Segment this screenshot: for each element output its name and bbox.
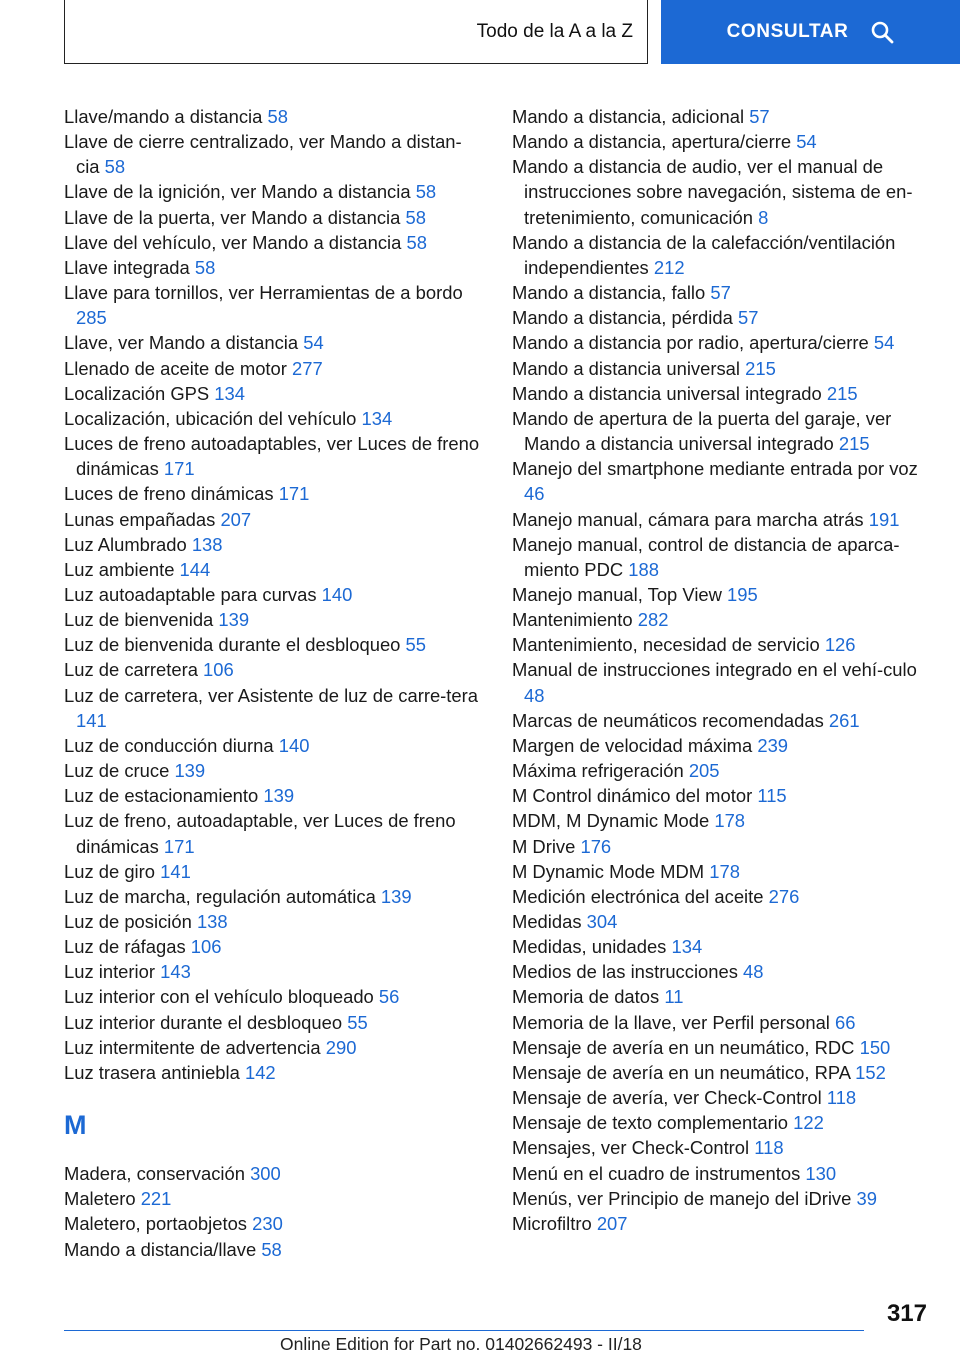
page-link[interactable]: 139 [218, 609, 250, 631]
entry-text: Mando a distancia por radio, apertura/cierre [512, 332, 869, 354]
index-entry [512, 154, 932, 229]
index-entry [64, 557, 484, 582]
entry-list-m-continued [512, 104, 932, 1236]
index-entry [64, 959, 484, 984]
page-link[interactable]: 207 [220, 508, 252, 530]
index-column-right [512, 104, 932, 1236]
entry-text: Mensaje de texto complementario [512, 1112, 789, 1134]
entry-text: Luz de bienvenida durante el desbloqueo [64, 634, 401, 656]
footer-divider [64, 1330, 864, 1331]
index-entry [512, 356, 932, 381]
entry-text: Luz de estacionamiento [64, 785, 259, 807]
page-link[interactable]: 134 [361, 407, 393, 429]
index-entry [64, 507, 484, 532]
index-tab[interactable] [64, 0, 648, 64]
page-link[interactable]: 58 [406, 231, 427, 253]
entry-text: Localización, ubicación del vehículo [64, 407, 357, 429]
page-link[interactable]: 58 [267, 106, 288, 127]
index-entry [512, 1110, 932, 1135]
page-link[interactable]: 285 [76, 307, 107, 329]
entry-text: Llave/mando a distancia [64, 106, 263, 127]
index-entry [64, 129, 484, 179]
entry-text: Llave, ver Mando a distancia [64, 332, 299, 354]
index-entry [512, 783, 932, 808]
entry-text: Luces de freno dinámicas [64, 483, 274, 505]
entry-text: Medición electrónica del aceite [512, 885, 764, 907]
index-entry [512, 1211, 932, 1236]
page-link[interactable]: 57 [710, 282, 731, 304]
entry-text: Maletero [64, 1188, 136, 1210]
page-link[interactable]: 138 [191, 533, 223, 555]
index-entry [512, 406, 932, 456]
index-entry [512, 104, 932, 129]
index-entry [64, 884, 484, 909]
index-entry [64, 179, 484, 204]
entry-text: Luz de ráfagas [64, 936, 186, 958]
page-link[interactable]: 215 [826, 382, 858, 404]
page-link[interactable]: 304 [586, 911, 618, 932]
page-link[interactable]: 106 [203, 659, 234, 681]
entry-text: Manejo manual, Top View [512, 583, 722, 605]
index-entry [64, 909, 484, 934]
entry-text: Mensaje de avería en un neumático, RDC [512, 1036, 855, 1058]
page-link[interactable]: 141 [76, 709, 107, 731]
index-entry [512, 381, 932, 406]
page-link[interactable]: 139 [174, 760, 206, 782]
page-link[interactable]: 58 [261, 1238, 282, 1260]
page-link[interactable]: 142 [244, 1061, 276, 1083]
index-entry [512, 280, 932, 305]
page-link[interactable]: 152 [855, 1061, 886, 1083]
page-link[interactable]: 57 [749, 106, 770, 127]
page-link[interactable]: 134 [671, 936, 703, 958]
consult-label: CONSULTAR [726, 21, 849, 42]
index-entry [512, 909, 932, 934]
page-link[interactable]: 178 [714, 810, 746, 832]
entry-text: Mando a distancia universal integrado [512, 382, 822, 404]
index-entry [64, 607, 484, 632]
index-entry [512, 959, 932, 984]
entry-text: Memoria de la llave, ver Perfil personal [512, 1011, 830, 1033]
entry-text: Luz de carretera [64, 659, 198, 681]
entry-text: Llave integrada [64, 256, 190, 278]
entry-text: MDM, M Dynamic Mode [512, 810, 710, 832]
index-entry [64, 1010, 484, 1035]
page-link[interactable]: 207 [596, 1212, 628, 1234]
index-entry [512, 1060, 932, 1085]
page-link[interactable]: 55 [405, 634, 427, 656]
entry-text: Luz de conducción diurna [64, 734, 274, 756]
page-link[interactable]: 122 [793, 1112, 824, 1134]
index-entry [64, 1035, 484, 1060]
index-entry [64, 1161, 484, 1186]
index-entry [512, 607, 932, 632]
index-entry [64, 431, 484, 481]
entry-text: Mando de apertura de la puerta del garaje, ver Mando a distancia universal integrado [512, 407, 892, 455]
index-entry [64, 280, 484, 330]
index-entry [512, 1161, 932, 1186]
page-link[interactable]: 56 [378, 986, 400, 1008]
index-entry [64, 859, 484, 884]
page-link[interactable]: 48 [524, 684, 545, 706]
page-link[interactable]: 205 [688, 760, 720, 782]
entry-text: Mando a distancia, pérdida [512, 307, 733, 329]
entry-text: Llave del vehículo, ver Mando a distancia [64, 231, 402, 253]
page-link[interactable]: 276 [768, 885, 800, 907]
entry-text: M Control dinámico del motor [512, 785, 753, 807]
index-entry [512, 456, 932, 506]
index-entry [64, 657, 484, 682]
entry-text: Mensaje de avería en un neumático, RPA [512, 1061, 851, 1083]
page-link[interactable]: 46 [524, 483, 545, 505]
index-entry [512, 657, 932, 707]
entry-text: Maletero, portaobjetos [64, 1213, 247, 1235]
index-entry [64, 1186, 484, 1211]
page-link[interactable]: 195 [727, 583, 758, 605]
page-link[interactable]: 188 [628, 558, 659, 580]
index-entry [512, 859, 932, 884]
page-link[interactable]: 134 [214, 382, 245, 404]
entry-text: Menús, ver Principio de manejo del iDrive [512, 1187, 852, 1209]
page-link[interactable]: 171 [163, 835, 195, 857]
page-link[interactable]: 39 [856, 1187, 877, 1209]
index-entry [512, 1085, 932, 1110]
index-entry [64, 481, 484, 506]
page-link[interactable]: 277 [292, 357, 323, 379]
entry-text: Lunas empañadas [64, 508, 216, 530]
page-link[interactable]: 191 [868, 508, 900, 530]
index-entry [512, 305, 932, 330]
entry-text: Llave de la puerta, ver Mando a distancia [64, 206, 401, 228]
page-link[interactable]: 282 [637, 609, 669, 631]
page-link[interactable]: 54 [796, 131, 817, 153]
entry-text: M Dynamic Mode MDM [512, 860, 705, 882]
index-entry [64, 733, 484, 758]
page-link[interactable]: 140 [321, 583, 353, 605]
page-link[interactable]: 118 [754, 1137, 784, 1159]
page-link[interactable]: 215 [745, 357, 776, 379]
index-entry [512, 1186, 932, 1211]
entry-text: Llenado de aceite de motor [64, 357, 287, 379]
page-link[interactable]: 58 [405, 206, 426, 228]
index-entry [512, 758, 932, 783]
entry-text: Mensaje de avería, ver Check-Control [512, 1087, 822, 1109]
page-link[interactable]: 176 [580, 835, 612, 857]
page-link[interactable]: 215 [838, 433, 870, 455]
page-link[interactable]: 48 [743, 961, 764, 983]
entry-text: Mando a distancia, fallo [512, 282, 706, 304]
entry-text: Microfiltro [512, 1212, 592, 1234]
page-link[interactable]: 221 [140, 1188, 172, 1210]
entry-text: Medios de las instrucciones [512, 961, 738, 983]
entry-text: Luz de giro [64, 860, 155, 882]
index-entry [64, 1237, 484, 1262]
entry-text: Memoria de datos [512, 986, 660, 1008]
index-entry [512, 834, 932, 859]
entry-list-l [64, 104, 484, 1085]
entry-text: Máxima refrigeración [512, 760, 684, 782]
index-entry [512, 708, 932, 733]
entry-text: Luz de bienvenida [64, 609, 214, 631]
entry-text: Mando a distancia, apertura/cierre [512, 131, 792, 153]
page-link[interactable]: 171 [278, 483, 310, 505]
index-tab-label: Todo de la A a la Z [476, 20, 633, 42]
page-link[interactable]: 171 [163, 458, 195, 480]
page-link[interactable]: 106 [190, 936, 222, 958]
index-entry [512, 129, 932, 154]
entry-text: Luz Alumbrado [64, 533, 187, 555]
page-link[interactable]: 66 [835, 1011, 856, 1033]
entry-text: Llave de la ignición, ver Mando a distancia [64, 181, 411, 203]
index-entry [64, 1060, 484, 1085]
index-entry [512, 532, 932, 582]
index-entry [512, 632, 932, 657]
entry-text: Luz intermitente de advertencia [64, 1036, 321, 1058]
page-number: 317 [886, 1300, 927, 1327]
entry-text: Manejo manual, control de distancia de aparca‐miento PDC [512, 533, 900, 580]
page-link[interactable]: 139 [380, 885, 412, 907]
index-entry [512, 1035, 932, 1060]
consult-button[interactable] [661, 0, 960, 64]
entry-text: Menú en el cuadro de instrumentos [512, 1162, 801, 1184]
entry-text: Luz de freno, autoadaptable, ver Luces de freno dinámicas [64, 810, 456, 857]
edition-text: Online Edition for Part no. 01402662493 - II/18 [280, 1334, 642, 1354]
entry-text: Luz interior [64, 961, 155, 983]
page-link[interactable]: 58 [415, 181, 437, 203]
page-link[interactable]: 138 [196, 911, 228, 932]
page-link[interactable]: 212 [653, 256, 685, 278]
entry-text: Marcas de neumáticos recomendadas [512, 709, 824, 731]
index-entry [64, 381, 484, 406]
index-entry [64, 205, 484, 230]
index-entry [512, 582, 932, 607]
entry-text: Llave de cierre centralizado, ver Mando a distan‐cia [64, 131, 462, 178]
entry-text: Luz autoadaptable para curvas [64, 583, 317, 605]
index-entry [64, 808, 484, 858]
index-entry [64, 934, 484, 959]
entry-text: Mando a distancia de audio, ver el manual de instrucciones sobre navegación, sistema de en‐tretenimiento, comunicación [512, 156, 913, 228]
index-entry [64, 783, 484, 808]
page-link[interactable]: 139 [263, 785, 295, 807]
index-entry [512, 230, 932, 280]
index-entry [64, 632, 484, 657]
index-entry [512, 808, 932, 833]
entry-text: Manual de instrucciones integrado en el vehí‐culo [512, 659, 917, 681]
page-link[interactable]: 54 [303, 332, 324, 354]
entry-list-m [64, 1161, 484, 1262]
page-link[interactable]: 11 [664, 986, 684, 1008]
entry-text: Luz de carretera, ver Asistente de luz de carre‐tera [64, 684, 478, 706]
entry-text: Localización GPS [64, 382, 210, 404]
page-link[interactable]: 118 [826, 1087, 857, 1109]
index-entry [512, 1135, 932, 1160]
page-link[interactable]: 115 [757, 785, 787, 807]
page-link[interactable]: 8 [758, 206, 769, 228]
entry-text: Llave para tornillos, ver Herramientas de a bordo [64, 282, 463, 304]
index-entry [64, 104, 484, 129]
index-entry [512, 733, 932, 758]
entry-text: Margen de velocidad máxima [512, 734, 753, 756]
entry-text: Mantenimiento [512, 609, 633, 631]
page-link[interactable]: 144 [179, 558, 211, 580]
entry-text: Manejo del smartphone mediante entrada por voz [512, 458, 918, 480]
index-entry [64, 406, 484, 431]
index-entry [64, 758, 484, 783]
page-link[interactable]: 140 [278, 734, 310, 756]
entry-text: Luz de marcha, regulación automática [64, 885, 376, 907]
index-entry [512, 884, 932, 909]
entry-text: Luz de posición [64, 911, 192, 932]
index-entry [64, 984, 484, 1009]
entry-text: Medidas [512, 911, 582, 932]
entry-text: Mantenimiento, necesidad de servicio [512, 634, 820, 656]
index-entry [512, 984, 932, 1009]
page-link[interactable]: 230 [252, 1213, 283, 1235]
entry-text: Mando a distancia, adicional [512, 106, 745, 127]
page-link[interactable]: 58 [194, 256, 216, 278]
page-link[interactable]: 150 [859, 1036, 891, 1058]
index-entry [512, 330, 932, 355]
entry-text: Luz interior con el vehículo bloqueado [64, 986, 374, 1008]
page-link[interactable]: 261 [828, 709, 860, 731]
index-column-left [64, 104, 484, 1262]
index-entry [64, 1211, 484, 1236]
entry-text: Luz interior durante el desbloqueo [64, 1011, 343, 1033]
entry-text: Manejo manual, cámara para marcha atrás [512, 508, 864, 530]
index-entry [64, 255, 484, 280]
index-entry [512, 934, 932, 959]
search-icon [870, 20, 894, 44]
page-link[interactable]: 290 [325, 1036, 357, 1058]
page-link[interactable]: 141 [160, 860, 191, 882]
entry-text: Luces de freno autoadaptables, ver Luces de freno dinámicas [64, 433, 480, 480]
index-entry [64, 230, 484, 255]
section-letter: M [64, 1110, 87, 1141]
page-link[interactable]: 54 [873, 332, 895, 354]
index-entry [64, 330, 484, 355]
page-link[interactable]: 143 [160, 961, 191, 983]
page-link[interactable]: 130 [805, 1162, 837, 1184]
entry-text: Madera, conservación [64, 1163, 245, 1185]
entry-text: M Drive [512, 835, 576, 857]
index-entry [64, 582, 484, 607]
page-link[interactable]: 55 [347, 1011, 368, 1033]
page-link[interactable]: 57 [737, 307, 759, 329]
entry-text: Mando a distancia de la calefacción/ventilación independientes [512, 231, 896, 278]
entry-text: Luz trasera antiniebla [64, 1061, 240, 1083]
entry-text: Medidas, unidades [512, 936, 667, 958]
index-entry [512, 507, 932, 532]
entry-text: Mando a distancia/llave [64, 1238, 257, 1260]
index-entry [64, 356, 484, 381]
page-link[interactable]: 178 [709, 860, 740, 882]
index-entry [64, 532, 484, 557]
page-link[interactable]: 239 [757, 734, 789, 756]
entry-text: Mensajes, ver Check-Control [512, 1137, 750, 1159]
index-entry [64, 683, 484, 733]
entry-text: Luz de cruce [64, 760, 170, 782]
page-link[interactable]: 58 [104, 156, 126, 178]
entry-text: Luz ambiente [64, 558, 175, 580]
entry-text: Mando a distancia universal [512, 357, 740, 379]
page-link[interactable]: 300 [250, 1163, 281, 1185]
page-link[interactable]: 126 [824, 634, 856, 656]
index-entry [512, 1010, 932, 1035]
